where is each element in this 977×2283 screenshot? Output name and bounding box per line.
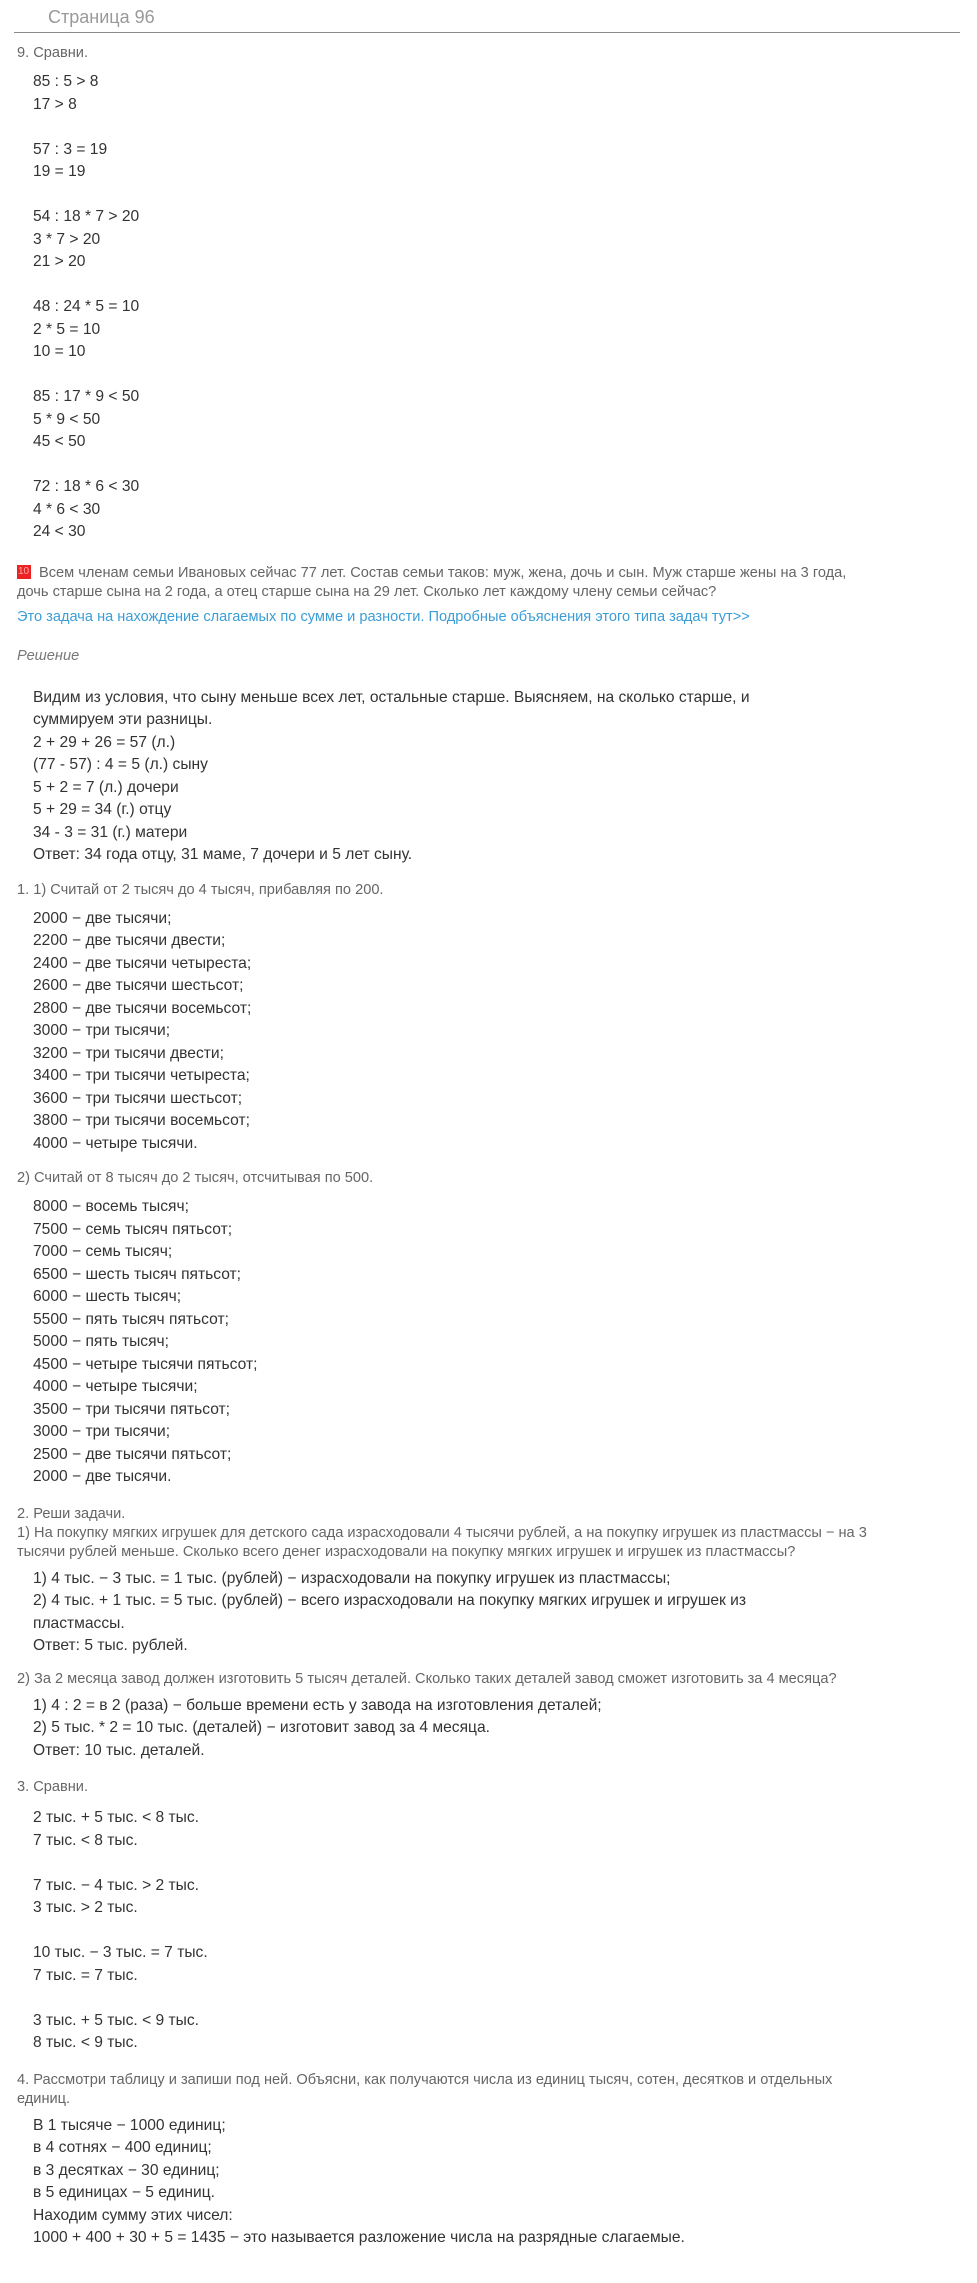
- task3-answer: [17, 1807, 962, 2055]
- answer-line: 85 : 5 > 8: [33, 73, 99, 90]
- task9-answer: [17, 71, 962, 544]
- answer-line: 21 > 20: [33, 253, 86, 270]
- page-title: Страница 96: [48, 7, 155, 27]
- answer-line: 3000 − три тысячи;: [33, 1423, 171, 1441]
- answer-line: 3800 − три тысячи восемьсот;: [33, 1112, 250, 1130]
- task3-title: 3. Сравни.: [17, 1779, 89, 1796]
- answer-line: 2) 4 тыс. + 1 тыс. = 5 тыс. (рублей) − всего израсходовали на покупку мягких игрушек и игрушек из: [33, 1592, 747, 1610]
- task1-answer1: [17, 908, 962, 1156]
- answer-line: 2200 − две тысячи двести;: [33, 932, 226, 950]
- task2-title: 2. Реши задачи.: [17, 1505, 126, 1522]
- answer-line: 2400 − две тысячи четыреста;: [33, 954, 252, 972]
- answer-line: 10 тыс. − 3 тыс. = 7 тыс.: [33, 1944, 208, 1962]
- task-number-icon: [17, 565, 31, 579]
- answer-line: Находим сумму этих чисел:: [33, 2206, 233, 2224]
- answer-line: 5 + 2 = 7 (л.) дочери: [33, 778, 179, 796]
- task10-text: [17, 564, 962, 583]
- task2-answer2: [17, 1695, 962, 1763]
- answer-line: 7 тыс. − 4 тыс. > 2 тыс.: [33, 1876, 199, 1894]
- answer-line: 2 + 29 + 26 = 57 (л.): [33, 733, 176, 751]
- task1-title: 1. 1) Считай от 2 тысяч до 4 тысяч, прибавляя по 200.: [17, 881, 384, 898]
- answer-line: 1000 + 400 + 30 + 5 = 1435 − это называется разложение числа на разрядные слагаемые.: [33, 2229, 685, 2247]
- answer-line: 3000 − три тысячи;: [33, 1022, 171, 1040]
- answer-line: 5 + 29 = 34 (г.) отцу: [33, 801, 172, 819]
- answer-line: 2500 − две тысячи пятьсот;: [33, 1445, 232, 1463]
- answer-line: 2600 − две тысячи шестьсот;: [33, 977, 244, 995]
- answer-line: Видим из условия, что сыну меньше всех лет, остальные старше. Выясняем, на сколько старше, и: [33, 688, 750, 706]
- answer-line: 3 тыс. + 5 тыс. < 9 тыс.: [33, 2011, 199, 2029]
- answer-line: (77 - 57) : 4 = 5 (л.) сыну: [33, 756, 208, 774]
- answer-line: 3400 − три тысячи четыреста;: [33, 1067, 250, 1085]
- answer-line: 1) 4 тыс. − 3 тыс. = 1 тыс. (рублей) − израсходовали на покупку игрушек из пластмассы;: [33, 1569, 671, 1587]
- answer-line: 7500 − семь тысяч пятьсот;: [33, 1220, 233, 1238]
- answer-line: 2000 − две тысячи;: [33, 909, 172, 927]
- answer-line: 5500 − пять тысяч пятьсот;: [33, 1310, 229, 1328]
- answer-line: 7 тыс. = 7 тыс.: [33, 1966, 138, 1984]
- task9-title: 9. Сравни.: [17, 45, 89, 61]
- answer-line: 72 : 18 * 6 < 30: [33, 478, 140, 495]
- answer-line: 8000 − восемь тысяч;: [33, 1198, 189, 1216]
- answer-line: 3600 − три тысячи шестьсот;: [33, 1089, 243, 1107]
- answer-line: в 5 единицах − 5 единиц.: [33, 2184, 215, 2202]
- answer-line: 7 тыс. < 8 тыс.: [33, 1831, 138, 1849]
- answer-line: 45 < 50: [33, 433, 86, 450]
- answer-line: 2800 − две тысячи восемьсот;: [33, 999, 252, 1017]
- answer-line: 17 > 8: [33, 95, 77, 113]
- answer-line: 3200 − три тысячи двести;: [33, 1044, 224, 1062]
- answer-line: 5 * 9 < 50: [33, 410, 101, 428]
- answer-line: 6500 − шесть тысяч пятьсот;: [33, 1265, 242, 1283]
- content: [17, 44, 962, 2250]
- answer-line: Ответ: 5 тыс. рублей.: [33, 1637, 188, 1655]
- answer-line: в 4 сотнях − 400 единиц;: [33, 2139, 212, 2157]
- answer-line: 10 = 10: [33, 343, 86, 360]
- task10-text-line: дочь старше сына на 2 года, а отец старше сына на 29 лет. Сколько лет каждому члену семьи сейчас?: [17, 583, 717, 600]
- answer-line: 19 = 19: [33, 163, 86, 180]
- answer-line: 3500 − три тысячи пятьсот;: [33, 1400, 231, 1418]
- answer-line: 34 - 3 = 31 (г.) матери: [33, 823, 188, 841]
- answer-line: 3 тыс. > 2 тыс.: [33, 1899, 138, 1917]
- answer-line: 2) 5 тыс. * 2 = 10 тыс. (деталей) − изготовит завод за 4 месяца.: [33, 1719, 490, 1737]
- answer-line: суммируем эти разницы.: [33, 711, 213, 729]
- answer-line: 7000 − семь тысяч;: [33, 1243, 173, 1261]
- task10-text-line: Всем членам семьи Ивановых сейчас 77 лет. Состав семьи таков: муж, жена, дочь и сын. Муж старше жены на 3 года,: [39, 564, 847, 581]
- solution-label: Решение: [17, 648, 80, 665]
- task2-answer1: [17, 1568, 962, 1658]
- answer-line: 4000 − четыре тысячи.: [33, 1134, 198, 1152]
- answer-line: 6000 − шесть тысяч;: [33, 1288, 182, 1306]
- answer-line: 4 * 6 < 30: [33, 500, 101, 518]
- answer-line: 85 : 17 * 9 < 50: [33, 388, 140, 405]
- answer-line: 4500 − четыре тысячи пятьсот;: [33, 1355, 258, 1373]
- answer-line: 48 : 24 * 5 = 10: [33, 298, 140, 315]
- answer-line: пластмассы.: [33, 1614, 125, 1632]
- task2-problem1: 1) На покупку мягких игрушек для детского сада израсходовали 4 тысячи рублей, а на покупку игрушек из пластмассы − на 3: [17, 1524, 867, 1541]
- answer-line: 5000 − пять тысяч;: [33, 1333, 169, 1351]
- answer-line: 2000 − две тысячи.: [33, 1468, 172, 1486]
- task1-answer2: [17, 1196, 962, 1489]
- task2-problem1: тысячи рублей меньше. Сколько всего денег израсходовали на покупку мягких игрушек и игрушек из пластмассы?: [17, 1543, 796, 1560]
- answer-line: 24 < 30: [33, 523, 86, 540]
- answer-line: Ответ: 10 тыс. деталей.: [33, 1741, 205, 1759]
- task2-problem2: 2) За 2 месяца завод должен изготовить 5 тысяч деталей. Сколько таких деталей завод сможет изготовить за 4 месяца?: [17, 1670, 837, 1687]
- task1-subtitle: 2) Считай от 8 тысяч до 2 тысяч, отсчитывая по 500.: [17, 1170, 374, 1187]
- answer-line: в 3 десятках − 30 единиц;: [33, 2161, 220, 2179]
- answer-line: 2 * 5 = 10: [33, 320, 101, 338]
- page-header: [14, 0, 960, 33]
- answer-line: 1) 4 : 2 = в 2 (раза) − больше времени есть у завода на изготовления деталей;: [33, 1696, 602, 1714]
- answer-line: 4000 − четыре тысячи;: [33, 1378, 198, 1396]
- answer-line: 57 : 3 = 19: [33, 140, 108, 158]
- answer-line: 3 * 7 > 20: [33, 230, 101, 248]
- answer-line: Ответ: 34 года отцу, 31 маме, 7 дочери и 5 лет сыну.: [33, 846, 413, 864]
- answer-line: 8 тыс. < 9 тыс.: [33, 2034, 138, 2052]
- answer-line: В 1 тысяче − 1000 единиц;: [33, 2116, 226, 2134]
- task10-answer: [17, 687, 962, 867]
- explanation-link[interactable]: Это задача на нахождение слагаемых по сумме и разности. Подробные объяснения этого типа задач тут>>: [17, 608, 750, 625]
- answer-line: 2 тыс. + 5 тыс. < 8 тыс.: [33, 1809, 199, 1827]
- answer-line: 54 : 18 * 7 > 20: [33, 208, 140, 225]
- task4-title: единиц.: [17, 2090, 71, 2107]
- task4-answer: [17, 2115, 962, 2250]
- task4-title: 4. Рассмотри таблицу и запиши под ней. Объясни, как получаются числа из единиц тысяч, сотен, десятков и отдельных: [17, 2071, 833, 2088]
